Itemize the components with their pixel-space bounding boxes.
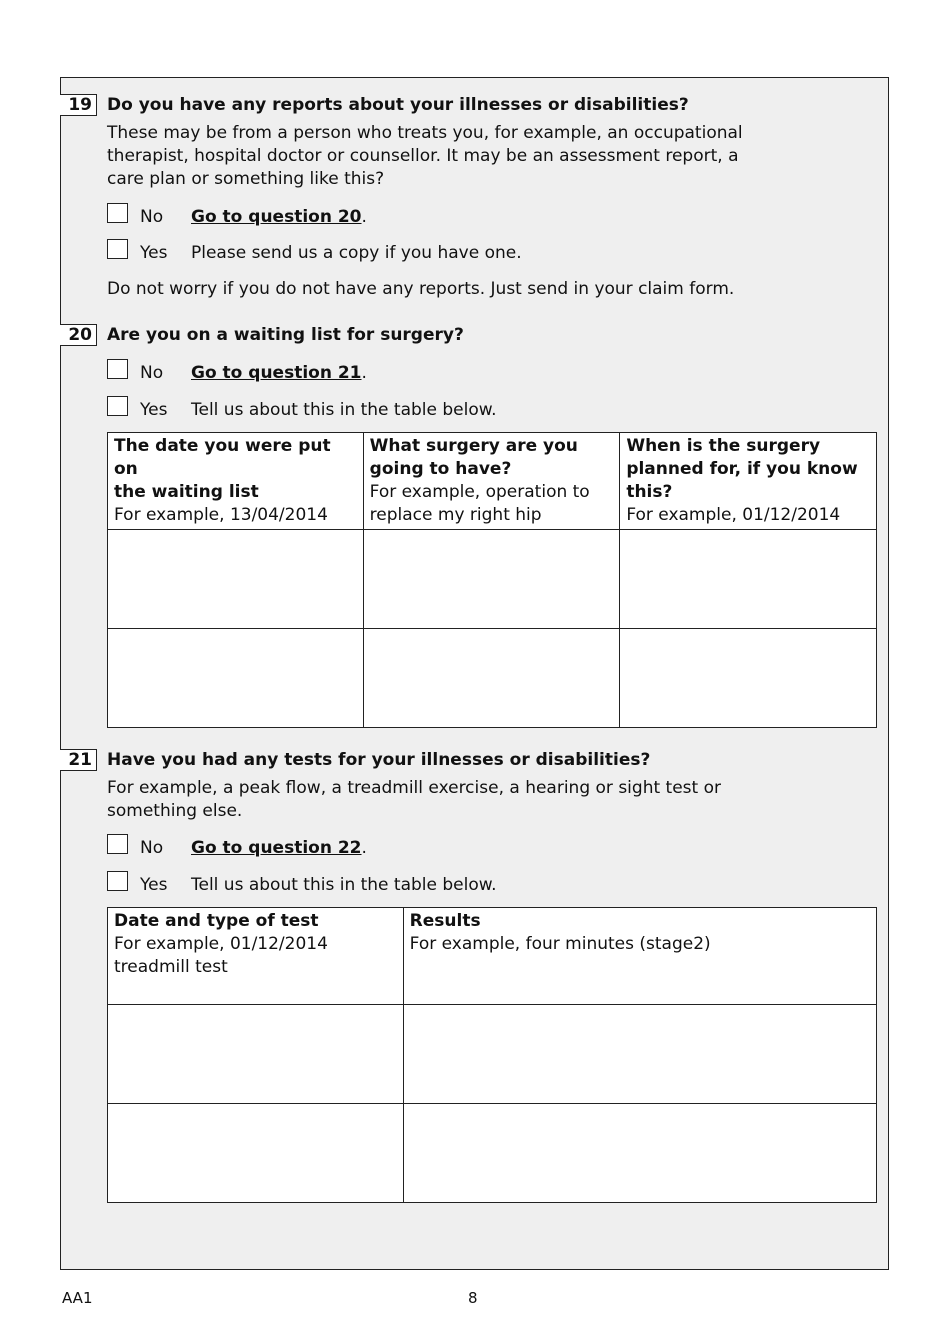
intro-line: something else. [107,801,243,821]
table-cell-input[interactable] [620,629,877,728]
header-line: going to have? [369,459,512,479]
q21-no-label: No [140,838,164,858]
surgery-waiting-list-table [107,432,877,728]
table-cell-input[interactable] [403,1005,876,1104]
column-header-surgery-planned-date [620,433,877,530]
q20-yes-label: Yes [140,400,168,420]
q19-yes-label: Yes [140,243,168,263]
question-intro-19 [107,122,743,191]
table-cell-input[interactable] [620,530,877,629]
header-line: this? [626,482,673,502]
page-number: 8 [468,1289,478,1307]
q21-no-instruction: Go to question 22. [191,838,367,858]
question-title-19: Do you have any reports about your illnesses or disabilities? [107,95,689,115]
q19-no-label: No [140,207,164,227]
table-row [108,629,877,728]
header-line: The date you were put on [114,436,331,479]
table-cell-input[interactable] [363,530,620,629]
go-to-question-22-link[interactable]: Go to question 22 [191,838,362,858]
table-cell-input[interactable] [108,530,364,629]
table-header-row [108,908,877,1005]
q19-yes-instruction: Please send us a copy if you have one. [191,243,522,263]
header-line: planned for, if you know [626,459,858,479]
q20-no-label: No [140,363,164,383]
header-example: treadmill test [114,957,228,977]
table-row [108,530,877,629]
question-number-19: 19 [60,94,97,116]
go-to-question-21-link[interactable]: Go to question 21 [191,363,362,383]
q21-yes-instruction: Tell us about this in the table below. [191,875,497,895]
form-code: AA1 [62,1289,93,1307]
header-example: replace my right hip [369,505,542,525]
table-cell-input[interactable] [363,629,620,728]
header-example: For example, 01/12/2014 [114,934,328,954]
header-line: Results [409,911,481,931]
q20-yes-checkbox[interactable] [107,396,128,416]
intro-line: For example, a peak flow, a treadmill exercise, a hearing or sight test or [107,778,721,798]
q19-note: Do not worry if you do not have any reports. Just send in your claim form. [107,279,735,299]
go-to-question-20-link[interactable]: Go to question 20 [191,207,362,227]
header-line: Date and type of test [114,911,319,931]
q19-no-checkbox[interactable] [107,203,128,223]
table-cell-input[interactable] [108,1005,404,1104]
table-cell-input[interactable] [403,1104,876,1203]
table-header-row [108,433,877,530]
q21-yes-checkbox[interactable] [107,871,128,891]
q20-no-checkbox[interactable] [107,359,128,379]
table-row [108,1005,877,1104]
table-cell-input[interactable] [108,1104,404,1203]
intro-line: care plan or something like this? [107,169,385,189]
header-example: For example, four minutes (stage2) [409,934,711,954]
q19-yes-checkbox[interactable] [107,239,128,259]
question-number-21: 21 [60,749,97,771]
header-line: When is the surgery [626,436,821,456]
q21-no-checkbox[interactable] [107,834,128,854]
q19-no-instruction: Go to question 20. [191,207,367,227]
header-line: the waiting list [114,482,259,502]
intro-line: therapist, hospital doctor or counsellor. It may be an assessment report, a [107,146,739,166]
q20-no-instruction: Go to question 21. [191,363,367,383]
column-header-date-put-on-list [108,433,364,530]
tests-table [107,907,877,1203]
question-title-20: Are you on a waiting list for surgery? [107,325,464,345]
q20-yes-instruction: Tell us about this in the table below. [191,400,497,420]
column-header-surgery-type [363,433,620,530]
table-cell-input[interactable] [108,629,364,728]
header-example: For example, 13/04/2014 [114,505,328,525]
question-intro-21 [107,777,721,823]
question-number-20: 20 [60,324,97,346]
header-line: What surgery are you [369,436,578,456]
column-header-results [403,908,876,1005]
column-header-date-and-type-of-test [108,908,404,1005]
header-example: For example, operation to [369,482,590,502]
q21-yes-label: Yes [140,875,168,895]
intro-line: These may be from a person who treats you, for example, an occupational [107,123,743,143]
table-row [108,1104,877,1203]
header-example: For example, 01/12/2014 [626,505,841,525]
question-title-21: Have you had any tests for your illnesses or disabilities? [107,750,651,770]
